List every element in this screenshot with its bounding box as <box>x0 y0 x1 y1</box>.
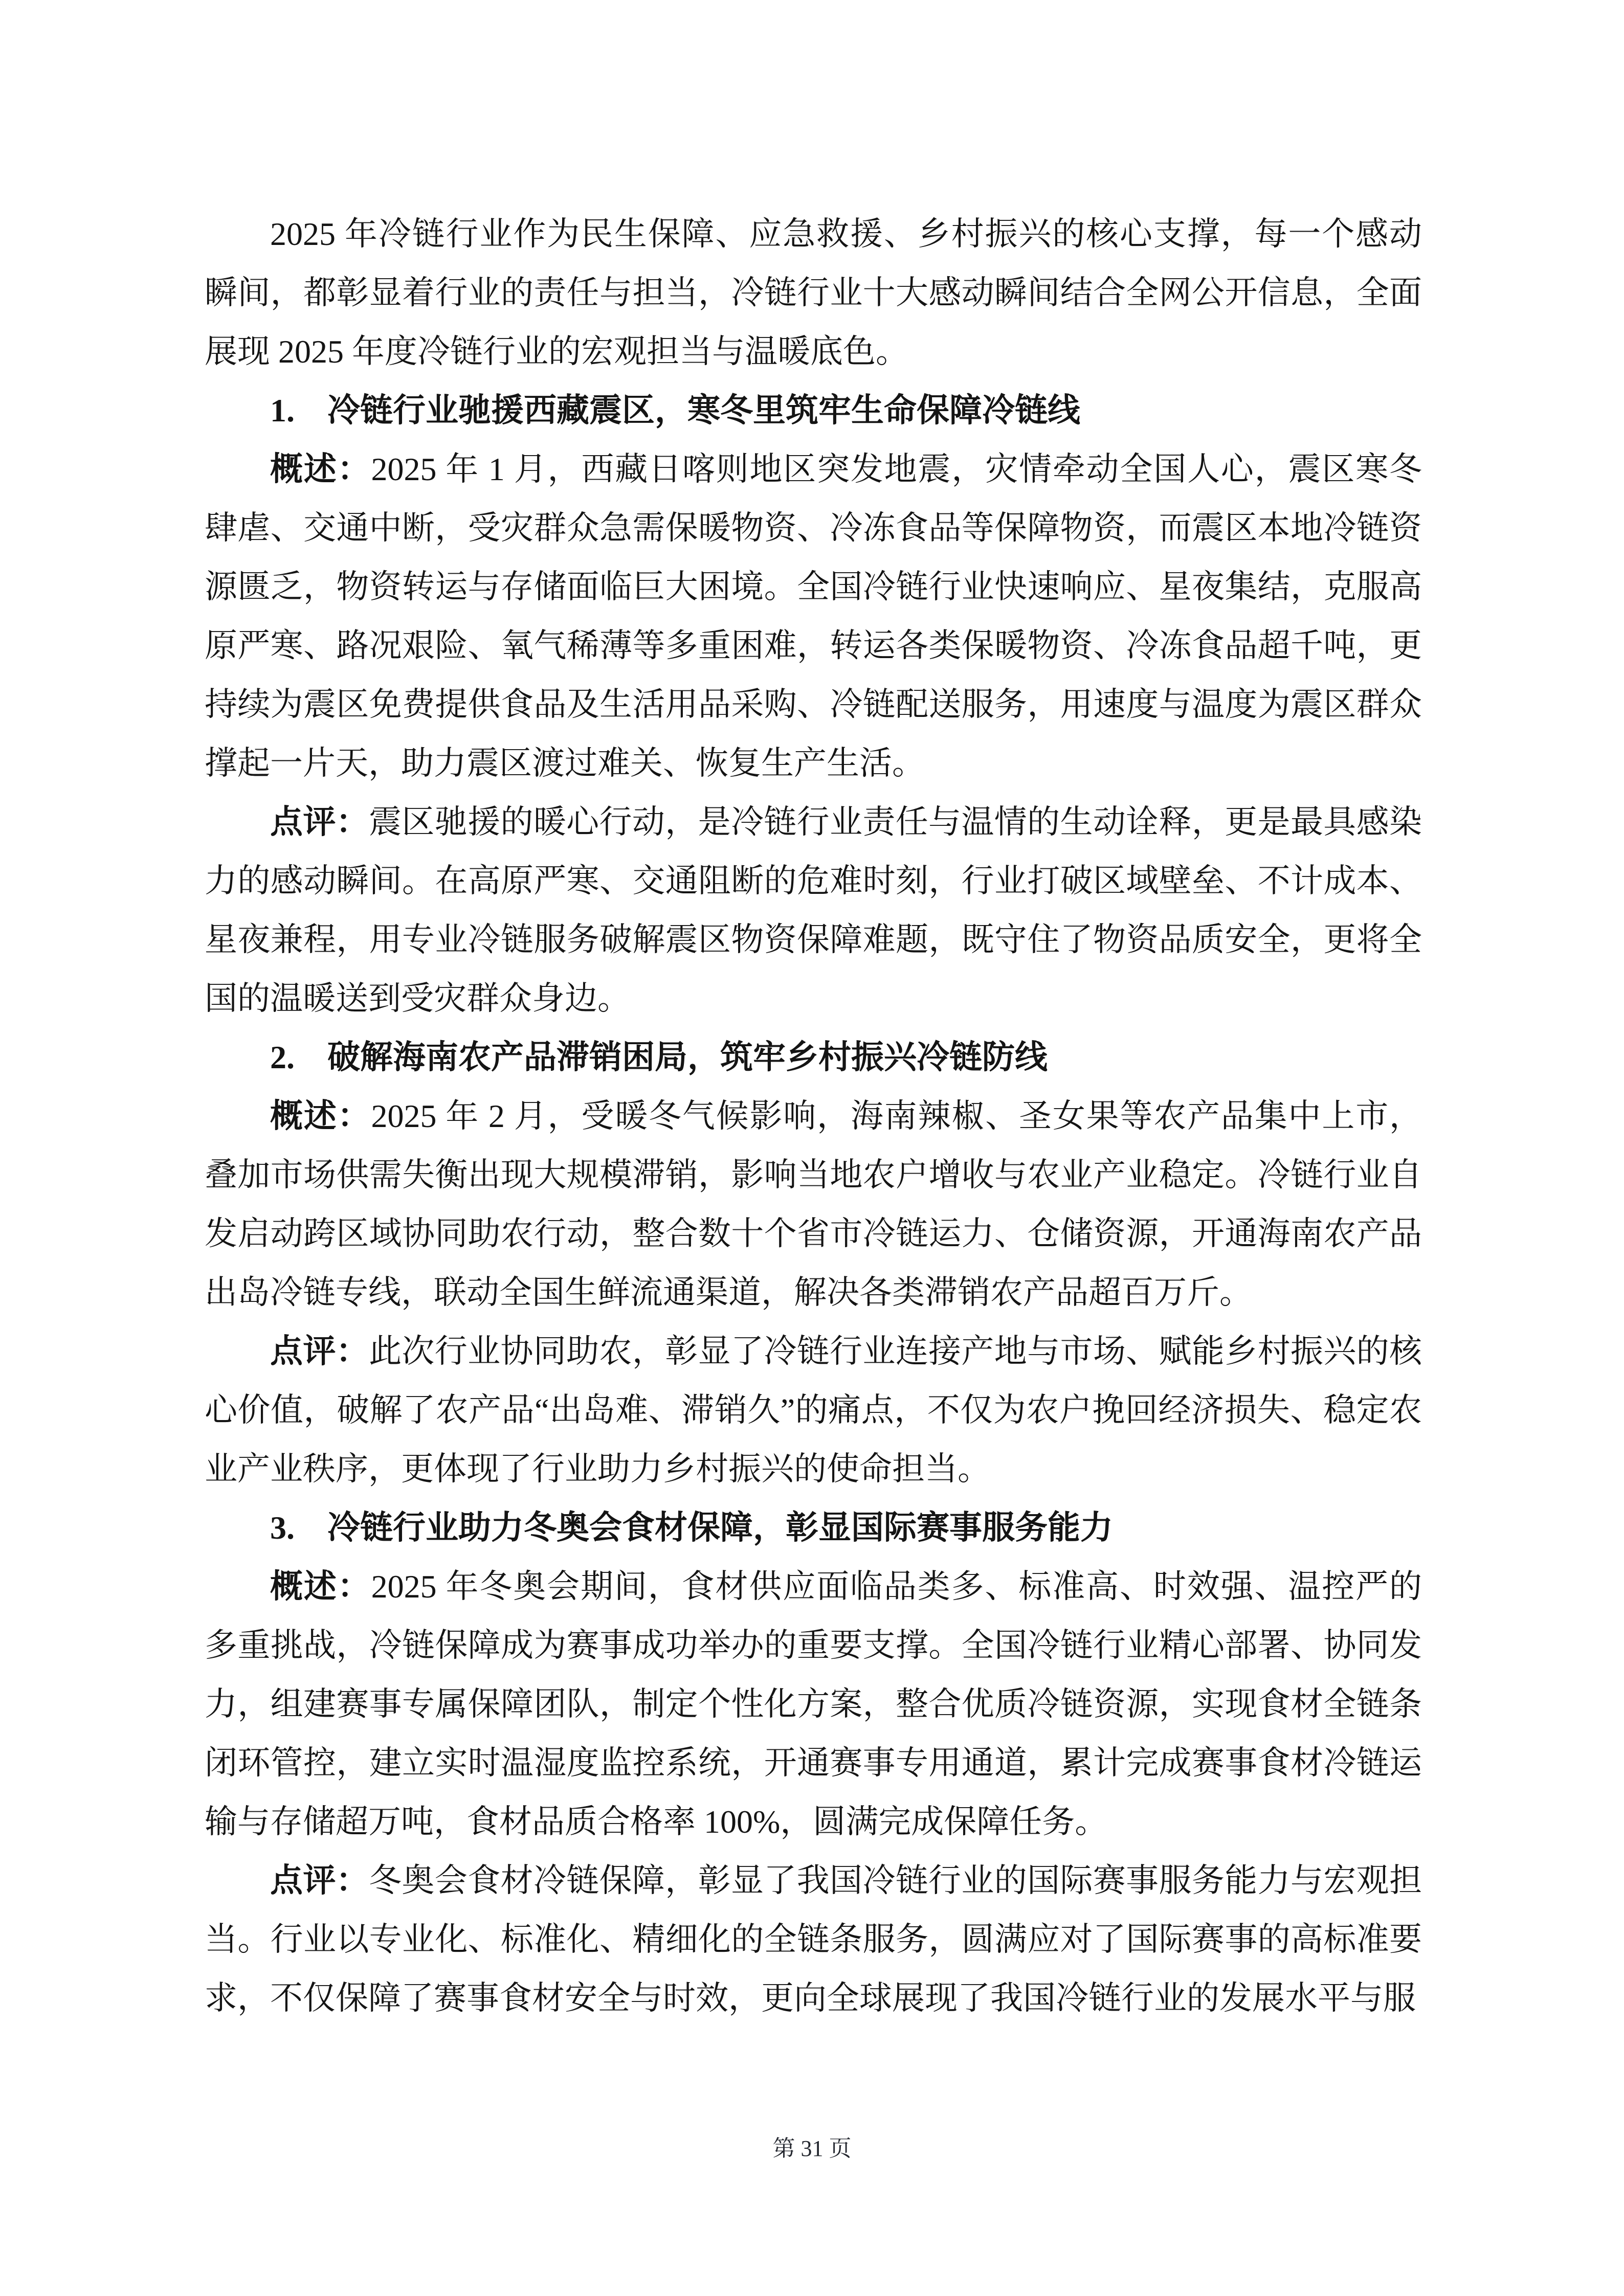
paragraph-lead-label: 概述： <box>270 1568 371 1605</box>
document-body <box>205 205 1422 2028</box>
paragraph: 概述：2025 年 2 月，受暖冬气候影响，海南辣椒、圣女果等农产品集中上市，叠加市场供需失衡出现大规模滞销，影响当地农户增收与农业产业稳定。冷链行业自发启动跨区域协同助农行动，整合数十个省市冷链运力、仓储资源，开通海南农产品出岛冷链专线，联动全国生鲜流通渠道，解决各类滞销农产品超百万斤。 <box>205 1098 1422 1311</box>
section-heading: 3. 冷链行业助力冬奥会食材保障，彰显国际赛事服务能力 <box>270 1510 1113 1546</box>
paragraph-lead-label: 点评： <box>270 804 369 840</box>
section-heading: 2. 破解海南农产品滞销困局，筑牢乡村振兴冷链防线 <box>270 1039 1048 1075</box>
paragraph: 概述：2025 年 1 月，西藏日喀则地区突发地震，灾情牵动全国人心，震区寒冬肆虐、交通中断，受灾群众急需保暖物资、冷冻食品等保障物资，而震区本地冷链资源匮乏，物资转运与存储面临巨大困境。全国冷链行业快速响应、星夜集结，克服高原严寒、路况艰险、氧气稀薄等多重困难，转运各类保暖物资、冷冻食品超千吨，更持续为震区免费提供食品及生活用品采购、冷链配送服务，用速度与温度为震区群众撑起一片天，助力震区渡过难关、恢复生产生活。 <box>205 451 1422 781</box>
paragraph: 点评：冬奥会食材冷链保障，彰显了我国冷链行业的国际赛事服务能力与宏观担当。行业以专业化、标准化、精细化的全链条服务，圆满应对了国际赛事的高标准要求，不仅保障了赛事食材安全与时效，更向全球展现了我国冷链行业的发展水平与服 <box>205 1862 1422 2016</box>
section-heading: 1. 冷链行业驰援西藏震区，寒冬里筑牢生命保障冷链线 <box>270 392 1080 429</box>
page-footer <box>0 2132 1624 2165</box>
paragraph: 点评：此次行业协同助农，彰显了冷链行业连接产地与市场、赋能乡村振兴的核心价值，破解了农产品“出岛难、滞销久”的痛点，不仅为农户挽回经济损失、稳定农业产业秩序，更体现了行业助力乡村振兴的使命担当。 <box>205 1333 1422 1487</box>
paragraph-lead-label: 概述： <box>270 451 371 487</box>
paragraph-lead-label: 概述： <box>270 1098 371 1134</box>
paragraph-lead-label: 点评： <box>270 1862 369 1899</box>
page-number: 第 31 页 <box>772 2136 852 2161</box>
paragraph: 概述：2025 年冬奥会期间，食材供应面临品类多、标准高、时效强、温控严的多重挑战，冷链保障成为赛事成功举办的重要支撑。全国冷链行业精心部署、协同发力，组建赛事专属保障团队，制定个性化方案，整合优质冷链资源，实现食材全链条闭环管控，建立实时温湿度监控系统，开通赛事专用通道，累计完成赛事食材冷链运输与存储超万吨，食材品质合格率 100%，圆满完成保障任务。 <box>205 1568 1422 1840</box>
paragraph-lead-label: 点评： <box>270 1333 369 1369</box>
paragraph: 2025 年冷链行业作为民生保障、应急救援、乡村振兴的核心支撑，每一个感动瞬间，都彰显着行业的责任与担当，冷链行业十大感动瞬间结合全网公开信息，全面展现 2025 年度冷链行业的宏观担当与温暖底色。 <box>205 216 1422 370</box>
paragraph: 点评：震区驰援的暖心行动，是冷链行业责任与温情的生动诠释，更是最具感染力的感动瞬间。在高原严寒、交通阻断的危难时刻，行业打破区域壁垒、不计成本、星夜兼程，用专业冷链服务破解震区物资保障难题，既守住了物资品质安全，更将全国的温暖送到受灾群众身边。 <box>205 804 1422 1017</box>
